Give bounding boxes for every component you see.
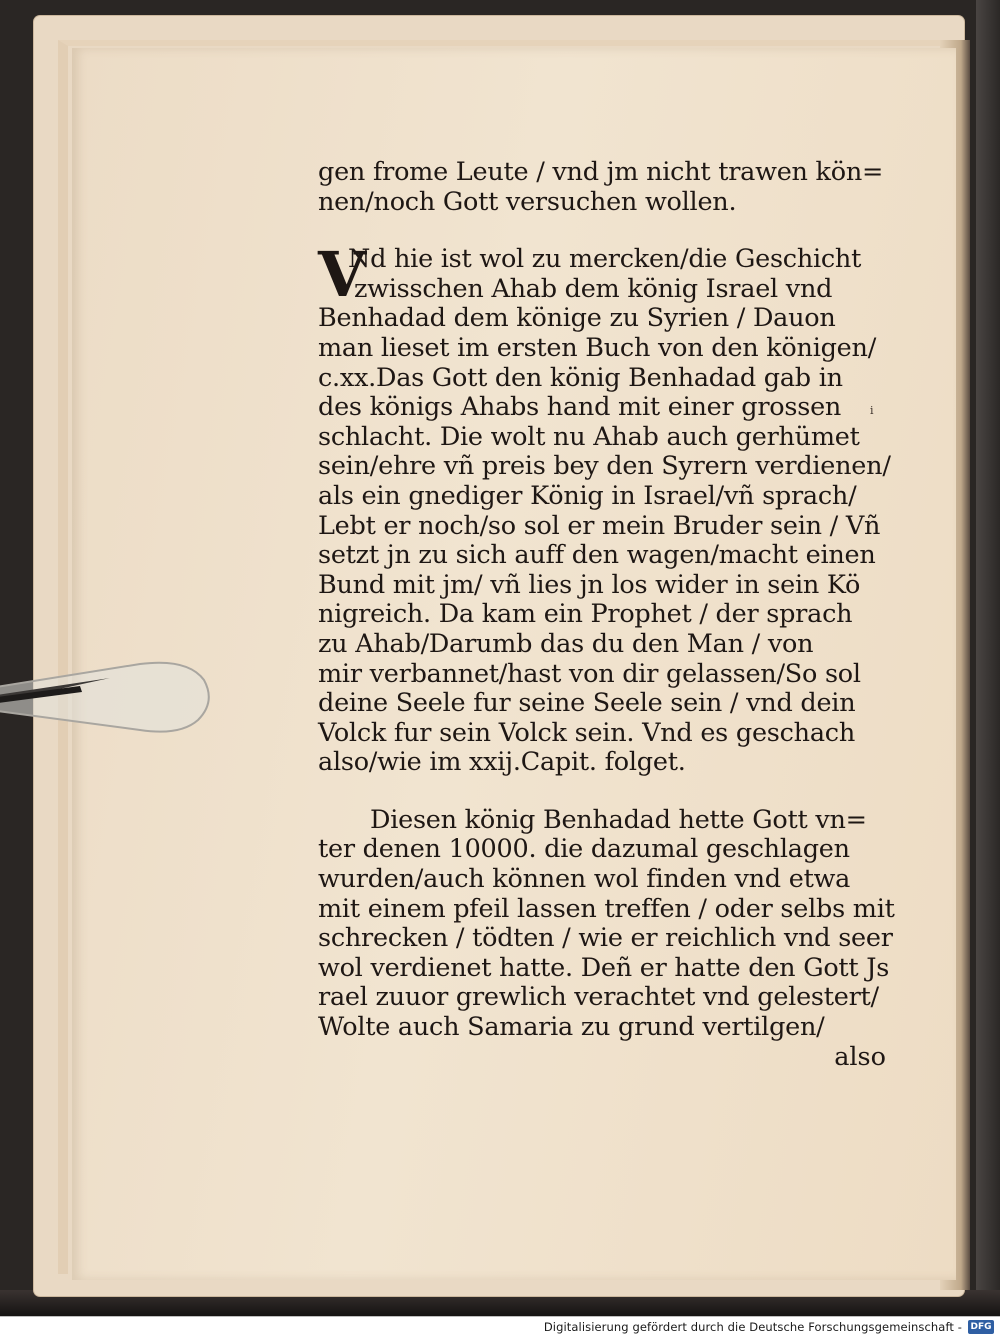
catchword: also xyxy=(834,1041,886,1072)
text-line: Lebt er noch/so sol er mein Bruder sein / Vñ xyxy=(318,510,881,541)
text-line: nigreich. Da kam ein Prophet / der sprach xyxy=(318,599,853,630)
text-line: Wolte auch Samaria zu grund vertilgen/ xyxy=(318,1012,825,1043)
text-line: gen frome Leute / vnd jm nicht trawen kön= xyxy=(318,157,884,187)
book-clip xyxy=(0,658,218,736)
page-text xyxy=(318,157,895,1072)
signature-mark: i xyxy=(870,404,874,417)
text-line: mit einem pfeil lassen treffen / oder selbs mit xyxy=(318,893,895,924)
text-line: Benhadad dem könige zu Syrien / Dauon xyxy=(318,303,836,334)
text-line: Volck fur sein Volck sein. Vnd es geschach xyxy=(318,717,855,748)
dfg-logo[interactable]: DFG xyxy=(968,1320,994,1334)
text-line: sein/ehre vñ preis bey den Syrern verdienen/ xyxy=(318,451,891,482)
text-line: also/wie im xxij.Capit. folget. xyxy=(318,747,686,778)
paragraph-1 xyxy=(318,238,892,778)
text-line: zwisschen Ahab dem könig Israel vnd xyxy=(354,273,833,304)
paragraph-2 xyxy=(318,804,895,1072)
text-line: Diesen könig Benhadad hette Gott vn= xyxy=(370,804,867,835)
text-line: mir verbannet/hast von dir gelassen/So sol xyxy=(318,658,861,689)
drop-capital: V xyxy=(318,238,367,312)
text-line: deine Seele fur seine Seele sein / vnd dein xyxy=(318,688,856,719)
text-line: Bund mit jm/ vñ lies jn los wider in sein Kö xyxy=(318,569,861,600)
text-line: wol verdienet hatte. Deñ er hatte den Gott Js xyxy=(318,952,890,983)
text-line: wurden/auch können wol finden vnd etwa xyxy=(318,864,851,895)
text-line: c.xx.Das Gott den könig Benhadad gab in xyxy=(318,362,843,393)
paragraph-gap xyxy=(318,778,892,806)
text-line: nen/noch Gott versuchen wollen. xyxy=(318,186,737,217)
text-line: man lieset im ersten Buch von den königen/ xyxy=(318,332,877,363)
scan-right-border xyxy=(976,0,1000,1316)
text-line: schlacht. Die wolt nu Ahab auch gerhümet xyxy=(318,421,860,452)
text-line: als ein gnediger König in Israel/vñ sprach/ xyxy=(318,480,857,511)
funding-notice: Digitalisierung gefördert durch die Deutsche Forschungsgemeinschaft - xyxy=(543,1320,962,1334)
footer-bar xyxy=(0,1316,1000,1338)
text-line: des königs Ahabs hand mit einer grossen xyxy=(318,392,842,423)
text-line: ter denen 10000. die dazumal geschlagen xyxy=(318,834,850,865)
text-line: setzt jn zu sich auff den wagen/macht einen xyxy=(318,540,876,571)
paragraph-gap xyxy=(318,217,892,245)
text-line: rael zuuor grewlich verachtet vnd gelestert/ xyxy=(318,982,879,1013)
text-line: zu Ahab/Darumb das du den Man / von xyxy=(318,628,814,659)
text-line: Nd hie ist wol zu mercken/die Geschicht xyxy=(348,244,862,275)
text-line: schrecken / tödten / wie er reichlich vnd seer xyxy=(318,923,893,954)
